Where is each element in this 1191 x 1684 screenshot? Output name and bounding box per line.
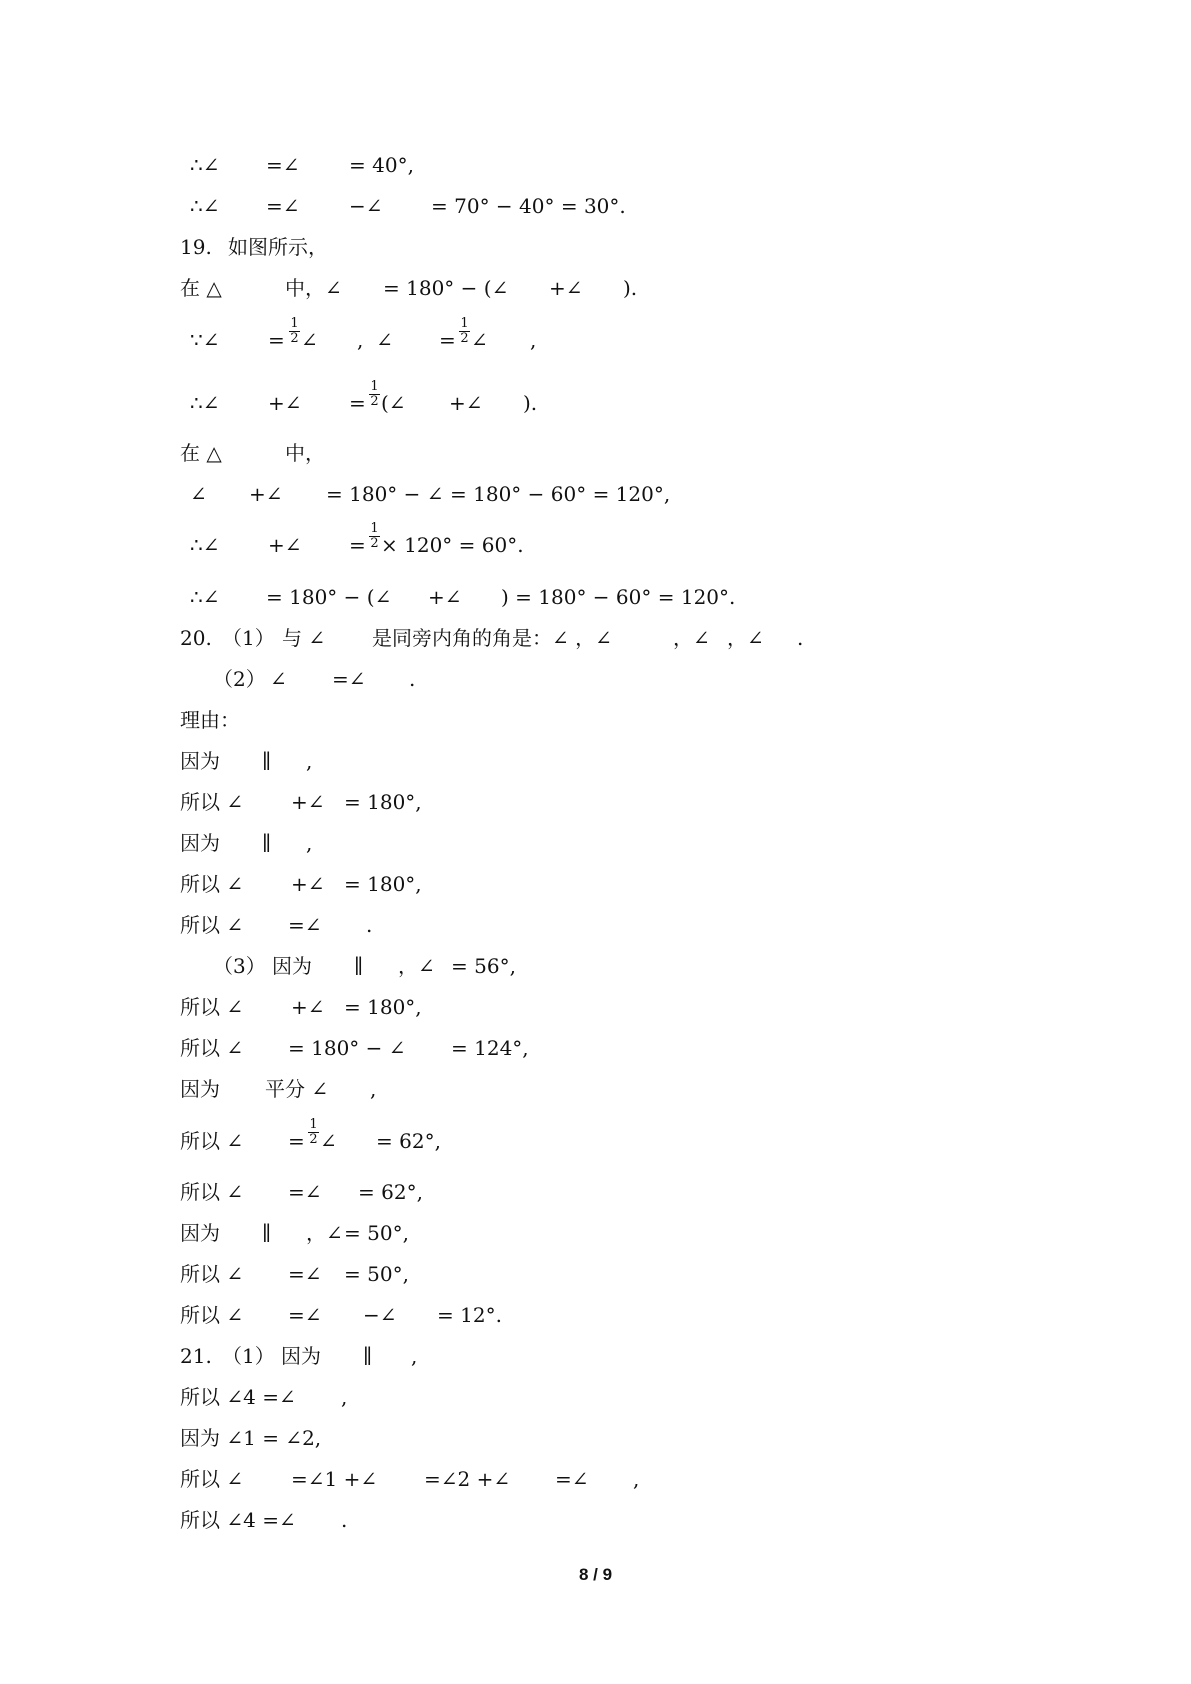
text-token: 平分 ∠ [265,1077,329,1101]
text-token: −∠ [349,194,383,218]
text-token: ，∠ [306,1221,343,1245]
text-token: = 180° − ∠ [288,1036,406,1060]
text-token: 中，∠ [285,276,342,300]
text-token: （3） [213,954,266,978]
page-number: 8 / 9 [578,1565,613,1584]
text-token: 因为 ∠1 = ∠2, [180,1426,322,1450]
fraction-numerator: 1 [290,316,299,331]
text-token: , [411,1344,418,1368]
text-token: ∴∠ [190,153,220,177]
text-token: = 180°, [344,995,422,1019]
fraction-numerator: 1 [370,379,379,394]
text-token: 所以 ∠ [180,995,244,1019]
text-token: =∠ [288,1180,322,1204]
text-token: ∴∠ [190,194,220,218]
text-token: 在 △ [180,276,222,300]
text-token: 所以 ∠ [180,1180,244,1204]
text-token: =∠ [332,667,366,691]
text-token: ). [523,391,538,415]
text-token: = 40°, [349,153,414,177]
text-token: 因为 [180,831,220,855]
text-token: （2） [213,667,266,691]
text-token: , [530,328,537,352]
fraction [459,317,470,346]
text-token: 所以 ∠4 =∠ [180,1385,296,1409]
fraction-denominator: 2 [309,1132,318,1147]
text-token: = [349,533,366,557]
text-token: （1） [222,1344,275,1368]
text-token: 所以 ∠ [180,790,244,814]
text-token: ，∠ [727,626,764,650]
fraction-numerator: 1 [370,521,379,536]
fraction [289,317,300,346]
text-token: ∠ [301,328,318,352]
text-token: 所以 ∠ [180,913,244,937]
text-token: = 180° − (∠ [266,585,392,609]
fraction [369,380,380,409]
text-token: ∠ [190,482,207,506]
text-token: 所以 ∠ [180,1467,244,1491]
text-token: 21. [180,1344,212,1368]
text-token: = 62°, [376,1129,441,1153]
fraction-denominator: 2 [290,331,299,346]
text-token: 19. [180,235,212,259]
text-token: =∠2 +∠ [424,1467,511,1491]
text-token: = 62°, [358,1180,423,1204]
text-token: . [341,1508,348,1532]
text-token: ∠ [471,328,488,352]
text-token: =∠ [288,1262,322,1286]
text-token: 所以 ∠ [180,1262,244,1286]
text-token: = [288,1129,305,1153]
text-token: （1） [222,626,275,650]
text-token: +∠ [291,995,325,1019]
text-token: ∴∠ [190,585,220,609]
text-token: , [341,1385,348,1409]
text-token: = 180° − (∠ [383,276,509,300]
text-token: ∥ [262,831,272,855]
text-token: = [439,328,456,352]
text-token: . [409,667,416,691]
text-token: ∴∠ [190,533,220,557]
text-token: 所以 ∠ [180,1129,244,1153]
text-token: 因为 [180,749,220,773]
text-token: , [306,831,313,855]
text-token: +∠ [268,533,302,557]
text-token: 因为 [180,1221,220,1245]
text-token: (∠ [381,391,406,415]
text-token: ) = 180° − 60° = 120°. [501,585,736,609]
text-token: ∴∠ [190,391,220,415]
text-token: 在 △ [180,441,222,465]
text-token: = 180°, [344,790,422,814]
fraction [308,1118,319,1147]
text-token: =∠ [555,1467,589,1491]
fraction-numerator: 1 [309,1117,318,1132]
fraction [369,522,380,551]
text-token: ∥ [262,749,272,773]
fraction-denominator: 2 [370,536,379,551]
text-token: = [349,391,366,415]
text-token: × 120° = 60°. [381,533,524,557]
text-token: +∠ [428,585,462,609]
text-token: ∥ [363,1344,373,1368]
text-token: +∠ [291,790,325,814]
text-token: = 50°, [344,1221,409,1245]
text-token: = 12°. [437,1303,502,1327]
fraction-numerator: 1 [460,316,469,331]
fraction-denominator: 2 [460,331,469,346]
text-token: . [797,626,804,650]
text-token: ∵∠ [190,328,220,352]
text-token: +∠ [268,391,302,415]
text-token: . [366,913,373,937]
text-token: , [633,1467,640,1491]
text-token: = 56°, [451,954,516,978]
text-token: 所以 ∠ [180,1036,244,1060]
text-token: ). [623,276,638,300]
text-token: =∠ [288,913,322,937]
text-token: = 124°, [451,1036,529,1060]
text-token: = 70° − 40° = 30°. [431,194,626,218]
text-token: , [306,749,313,773]
text-token: ∥ [354,954,364,978]
text-token: 中， [285,441,325,465]
text-token: 理由： [180,708,240,732]
text-token: +∠ [449,391,483,415]
text-token: =∠1 +∠ [291,1467,378,1491]
text-token: ，∠ [398,954,435,978]
text-token: 所以 ∠ [180,872,244,896]
text-token: ∠ [320,1129,337,1153]
text-token: 所以 ∠4 =∠ [180,1508,296,1532]
text-token: 因为 [180,1077,220,1101]
text-token: = [268,328,285,352]
text-token: +∠ [549,276,583,300]
text-token: 20. [180,626,212,650]
text-token: =∠ [266,153,300,177]
fraction-denominator: 2 [370,394,379,409]
text-token: 因为 [272,954,312,978]
text-token: =∠ [266,194,300,218]
text-token: = 50°, [344,1262,409,1286]
text-token: 因为 [281,1344,321,1368]
text-token: 是同旁内角的角是：∠ ，∠ [372,626,612,650]
text-token: = 180° − 60° = 120°, [450,482,671,506]
text-token: ∠ [270,667,287,691]
text-token: = 180°, [344,872,422,896]
text-token: , ∠ [357,328,393,352]
text-token: = 180° − ∠ [326,482,444,506]
text-token: , [370,1077,377,1101]
text-token: −∠ [363,1303,397,1327]
text-token: 所以 ∠ [180,1303,244,1327]
text-token: +∠ [291,872,325,896]
text-token: +∠ [249,482,283,506]
text-token: =∠ [288,1303,322,1327]
text-token: 如图所示， [228,235,328,259]
text-token: ，∠ [673,626,710,650]
text-token: 与 ∠ [282,626,326,650]
text-token: ∥ [262,1221,272,1245]
